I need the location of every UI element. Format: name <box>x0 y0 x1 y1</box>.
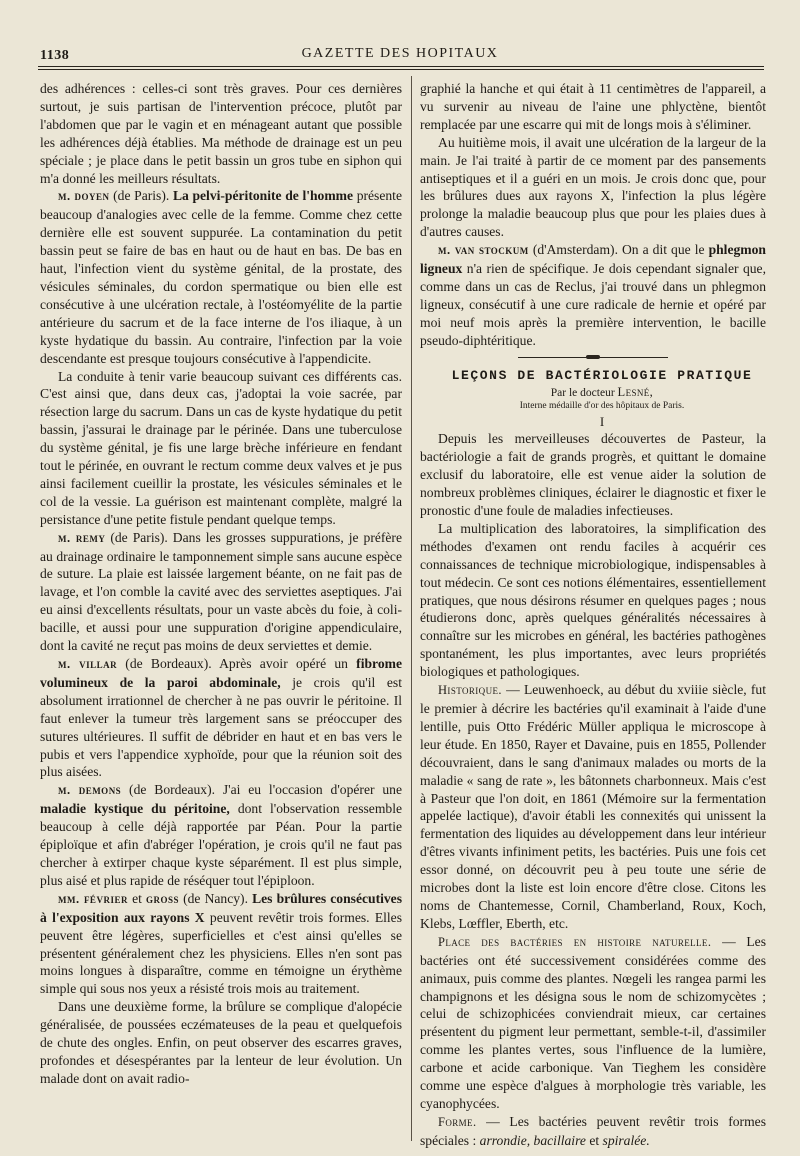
conjunction: et <box>589 1132 600 1148</box>
form-term: arrondie, <box>479 1132 531 1148</box>
paragraph: graphié la hanche et qui était à 11 centimètres de l'appareil, a vu survenir au niveau de l'aine une phlyctène, bientôt remplacée par une escarre qui mit de longs mois à s'éliminer. <box>420 81 766 132</box>
author-name: m. van stockum <box>438 243 529 258</box>
paragraph-text: je crois qu'il est absolument irrationnel de chercher à ne pas ouvrir le péritoine. Il faut enlever la tumeur très largement sans se préoccuper des sutures ultérieures. Il suffit de débrider en haut et en bas vers le pubis et vers l'appendice xyphoïde, pour que la réunion soit des plus aisées. <box>40 674 402 780</box>
subsection-label: Forme. <box>438 1114 477 1129</box>
topic-heading: maladie kystique du péritoine, <box>40 801 230 817</box>
paragraph-villar <box>40 655 402 781</box>
left-column <box>40 80 402 1088</box>
running-title: GAZETTE DES HOPITAUX <box>301 46 499 61</box>
section-separator <box>518 357 668 360</box>
form-term: bacillaire <box>533 1132 586 1148</box>
author-city: (de Bordeaux). J'ai eu l'occasion d'opérer une <box>129 782 402 798</box>
paragraph: La multiplication des laboratoires, la simplification des méthodes d'examen ont rendu faciles à acquérir ces connaissances de technique microbiologique, indispensables à tout médecin. Ce sont ces notions élémentaires, essentiellement pratiques, que nous désirons résumer en quelques pages ; nous étudierons donc, après quelques généralités nécessaires à connaître sur les microbes en général, les bactéries pathogènes spontanément, les plus importantes, avec leurs propriétés biologiques et pathologiques. <box>420 520 766 680</box>
author-name: m. remy <box>58 530 106 545</box>
paragraph: Dans une deuxième forme, la brûlure se complique d'alopécie généralisée, de poussées eczémateuses de la peau et quelquefois de chute des ongles. Enfin, on peut observer des escarres graves, profondes et désespérantes par la lenteur de leur évolution. Un malade dont on avait radio- <box>40 999 402 1086</box>
author-name: mm. février <box>58 891 128 906</box>
paragraph-text: peuvent revêtir trois formes. Elles peuvent être légères, superficielles et c'est ainsi qu'elles se présentent généralement chez les physiciens. Elles n'en sont pas moins longues à disparaître, comme en témoigne un érythème simple qui sous nos yeux a résisté trois mois au traitement. <box>40 909 403 997</box>
paragraph-text: dont l'observation ressemble beaucoup à celle déjà rapportée par Péan. Pour la partie épiploïque et afin d'abréger l'opération, je crois qu'il ne faut pas chercher à extirper chaque kyste séparément. Il est plus simple, plus aisé et plus rapide de réséquer tout l'épiploon. <box>40 801 403 888</box>
subsection-label: Place des bactéries en histoire naturelle. <box>438 934 712 949</box>
paragraph-historique <box>420 681 766 933</box>
author-city: (de Paris). <box>113 188 170 204</box>
paragraph: La conduite à tenir varie beaucoup suivant ces différents cas. C'est ainsi que, dans deux cas, j'adoptai la voie sacrée, par résection large du sacrum. Dans un cas de kyste hydatique du petit bassin, j'assurai le drainage par le périnée. Dans une tuberculose du système génital, je fis une large brèche inférieure en fendant tout le périnée, en ouvrant le rectum comme deux valves et je pus ainsi facilement cueillir la prostate, les vésicules séminales et le col de la vessie. La guérison est maintenant complète, malgré la persistance d'une petite fistule pendant quelque temps. <box>40 368 402 527</box>
paragraph-place <box>420 933 766 1113</box>
author-name: m. villar <box>58 657 118 671</box>
paragraph-text: présente beaucoup d'analogies avec celle de la femme. Comme chez cette dernière elle est souvent suppurée. La contamination du petit bassin peut se faire de bas en haut ou de haut en bas. De bas en haut, l'infection vient du système génital, de la prostate, des vésicules séminales, du cordon spermatique ou bien elle est consécutive à une ulcération rectale, à l'ostéomyélite de la partie antérieure du sacrum et de la face interne de l'os iliaque, à un kyste hydatique du bassin. Au contraire, l'infection par la voie descendante est presque toujours consécutive à l'appendicite. <box>40 188 402 366</box>
byline <box>420 385 766 400</box>
header-rule <box>38 66 764 70</box>
paragraph-doyen <box>40 187 402 367</box>
author-city: (de Nancy). <box>183 890 248 906</box>
column-divider <box>411 76 412 1141</box>
author-name: m. doyen <box>58 189 110 204</box>
byline-name: Lesné, <box>617 384 654 399</box>
conjunction: et <box>132 890 142 906</box>
form-term: spiralée. <box>602 1132 650 1148</box>
page-number: 1138 <box>40 48 70 63</box>
paragraph: Depuis les merveilleuses découvertes de Pasteur, la bactériologie a fait de grands progrès, et quittant le domaine exclusif du laboratoire, elle est venue aider la solution de nombreux problèmes cliniques, éclairer le diagnostic et fixer le pronostic d'une foule de maladies infectieuses. <box>420 431 766 519</box>
byline-role: Interne médaille d'or des hôpitaux de Paris. <box>519 400 685 411</box>
paragraph-demons <box>40 781 402 889</box>
author-city: (de Bordeaux). Après avoir opéré un <box>125 656 348 671</box>
topic-heading: La pelvi-péritonite de l'homme <box>172 188 354 204</box>
paragraph-text: — Les bactéries peuvent revêtir trois formes spéciales : <box>420 1113 766 1148</box>
author-name: gross <box>145 891 179 906</box>
paragraph-text: — Les bactéries ont été successivement considérées comme des animaux, puis comme des plantes. Nœgeli les rangea parmi les champignons et les désigna sous le nom de schizomycètes ; celui de schizophicées conviendrait mieux, car certaines présentent du pigment leur permettant, semble-t-il, d'assimiler comme les plantes vertes, sous l'influence de la lumière, carbone et acide carbonique. Van Tieghem les considère comme une espèce d'algues à morphologie très variable, les cyanophycées. <box>420 933 767 1111</box>
section-title: LEÇONS DE BACTÉRIOLOGIE PRATIQUE <box>451 367 753 383</box>
paragraph-text: — Leuwenhoeck, au début du xviiie siècle, fut le premier à décrire les bactéries qu'il examinait à l'aide d'une lentille, puis Otto Frédéric Müller appliqua le microscope à leur étude. En 1850, Rayer et Davaine, puis en 1855, Pollender découvraient, dans le sang d'animaux malades ou morts de la maladie « sang de rate », les bâtonnets charbonneux. Mais c'est à Pasteur que l'on doit, en 1861 (Mémoire sur la fermentation appelée lactique), d'avoir établi les connexités qui unissent la fermentation des liquides au développement dans leur intérieur d'êtres vivants infiniment petits, les bactéries. Puis une fois cet essor donné, on découvrit peu à peu toute une série de microbes dont la liste est loin encore d'être close. Citons les noms de Chantemesse, Cornil, Chamberland, Roux, Koch, Klebs, Lœffler, Eberth, etc. <box>420 682 766 931</box>
paragraph: des adhérences : celles-ci sont très graves. Pour ces dernières surtout, je suis partisan de l'intervention précoce, plutôt par l'abdomen que par le vagin et en ménageant autant que possible les adhérences déjà établies. Ma méthode de drainage est un peu spéciale ; je place dans le petit bassin un gros tube en siphon qui m'a donné les meilleurs résultats. <box>40 81 402 186</box>
right-column <box>420 80 766 1150</box>
paragraph-remy <box>40 529 402 655</box>
author-name: m. demons <box>58 783 122 798</box>
author-city: (d'Amsterdam). On a dit que le <box>532 242 705 258</box>
paragraph-fevrier <box>40 890 402 998</box>
paragraph: Au huitième mois, il avait une ulcération de la largeur de la main. Je l'ai traité à partir de ce moment par des pansements antiseptiques et il a guéri en un mois. Je crois donc que, pour les brûlures dues aux rayons X, l'infection la plus légère prolonge la maladie beaucoup plus que pour les plaies dues à d'autres causes. <box>420 134 766 240</box>
chapter-number: I <box>599 413 605 429</box>
topic-heading: Les brûlures consécutives à l'exposition aux rayons X <box>40 890 402 925</box>
topic-heading: fibrome volumineux de la paroi abdominale, <box>40 656 402 690</box>
paragraph-text: n'a rien de spécifique. Je dois cependant signaler que, comme dans un cas de Reclus, j'ai trouvé dans un phlegmon ligneux, consécutif à une cure radicale de hernie et opéré par moi neuf mois après la première intervention, le bacille pseudo-diphtéritique. <box>420 261 766 348</box>
paragraph-van-stockum <box>420 241 766 349</box>
paragraph-text: (de Paris). Dans les grosses suppurations, je préfère au drainage ordinaire le tamponnement simple sans aucune espèce de suture. La plaie est laissée largement béante, on ne fait pas de lavage, et l'on comble la cavité avec des serviettes aseptiques. J'ai eu ainsi d'excellents résultats, pour un vaste abcès du foie, à coli-bacille, et aussi pour une suppuration d'origine appendiculaire, dont la cavité ne reçut pas moins de deux serviettes et demie. <box>40 529 402 654</box>
subsection-label: Historique. <box>438 683 502 698</box>
byline-prefix: Par le docteur <box>550 386 615 399</box>
topic-heading: phlegmon ligneux <box>420 242 766 277</box>
paragraph-forme <box>420 1113 766 1150</box>
